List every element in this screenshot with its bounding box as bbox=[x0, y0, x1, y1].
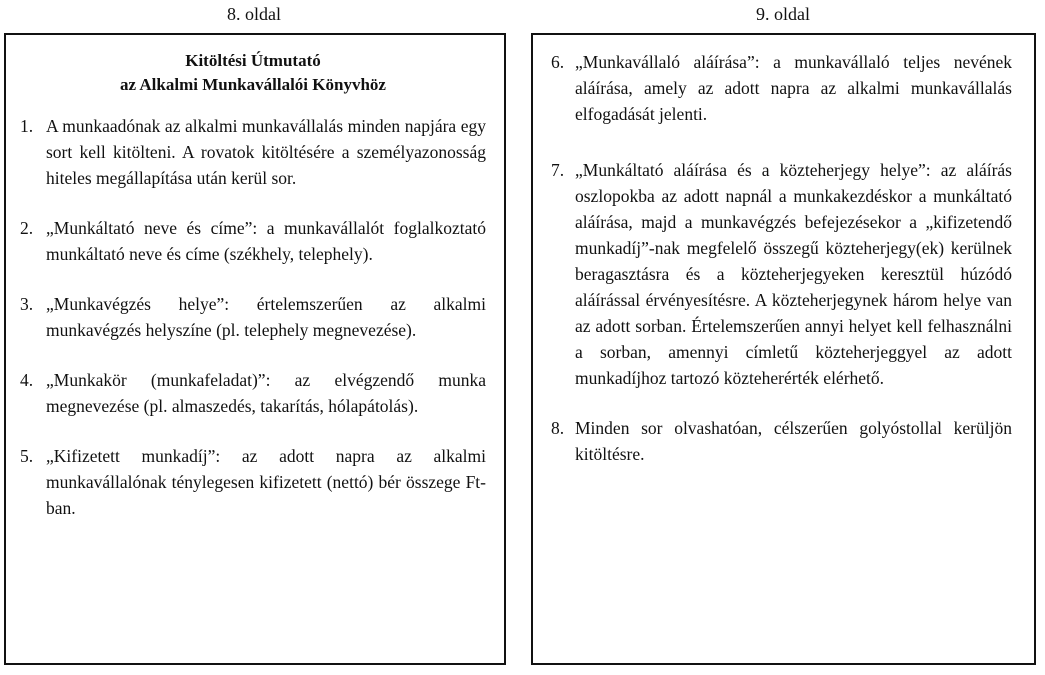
item-text: „Munkavállaló aláírása”: a munkavállaló teljes nevének aláírása, amely az adott napra az alkalmi munkavállalás elfogadását jelenti. bbox=[575, 52, 1012, 124]
page-number-left: 8. oldal bbox=[227, 4, 281, 24]
instructions-heading bbox=[20, 49, 486, 97]
item-number: 6. bbox=[551, 52, 565, 72]
instruction-item-3 bbox=[20, 291, 486, 343]
item-number: 2. bbox=[20, 218, 34, 238]
item-number: 8. bbox=[551, 418, 565, 438]
item-number: 3. bbox=[20, 294, 34, 314]
item-text: „Kifizetett munkadíj”: az adott napra az alkalmi munkavállalónak ténylegesen kifizetett (nettó) bér összege Ft-ban. bbox=[46, 446, 486, 518]
heading-line-1: Kitöltési Útmutató bbox=[185, 51, 321, 70]
instruction-item-2 bbox=[20, 215, 486, 267]
item-text: „Munkakör (munkafeladat)”: az elvégzendő munka megnevezése (pl. almaszedés, takarítás, hólapátolás). bbox=[46, 370, 486, 416]
item-number: 7. bbox=[551, 160, 565, 180]
page-number-right: 9. oldal bbox=[756, 4, 810, 24]
item-number: 1. bbox=[20, 116, 34, 136]
item-text: A munkaadónak az alkalmi munkavállalás minden napjára egy sort kell kitölteni. A rovatok kitöltésére a személyazonosság hiteles megállapítása után kerül sor. bbox=[46, 116, 486, 188]
item-text: Minden sor olvashatóan, célszerűen golyóstollal kerüljön kitöltésre. bbox=[575, 418, 1012, 464]
instruction-item-8 bbox=[551, 415, 1012, 467]
right-page-panel bbox=[531, 33, 1036, 665]
instruction-item-7 bbox=[551, 157, 1012, 391]
item-text: „Munkáltató neve és címe”: a munkavállalót foglalkoztató munkáltató neve és címe (székhely, telephely). bbox=[46, 218, 486, 264]
item-number: 4. bbox=[20, 370, 34, 390]
item-text: „Munkavégzés helye”: értelemszerűen az alkalmi munkavégzés helyszíne (pl. telephely megnevezése). bbox=[46, 294, 486, 340]
item-text: „Munkáltató aláírása és a közteherjegy helye”: az aláírás oszlopokba az adott napnál a munkakezdéskor a munkáltató aláírása, majd a munkavégzés befejezésekor a „kifizetendő munkadíj”-nak megfelelő összegű közteherjegy(ek) kerülnek beragasztásra és a közteherjegyeken keresztül húzódó aláírással érvényesítésre. A közteherjegynek három helye van az adott sorban. Értelemszerűen annyi helyet kell felhasználni a sorban, amennyi címletű közteherjeggyel az adott munkadíjhoz tartozó közteherérték elérhető. bbox=[575, 160, 1012, 388]
left-page-panel bbox=[4, 33, 506, 665]
instruction-item-1 bbox=[20, 113, 486, 191]
instruction-item-5 bbox=[20, 443, 486, 521]
heading-line-2: az Alkalmi Munkavállalói Könyvhöz bbox=[120, 75, 386, 94]
instruction-item-6 bbox=[551, 49, 1012, 127]
item-number: 5. bbox=[20, 446, 34, 466]
instruction-item-4 bbox=[20, 367, 486, 419]
